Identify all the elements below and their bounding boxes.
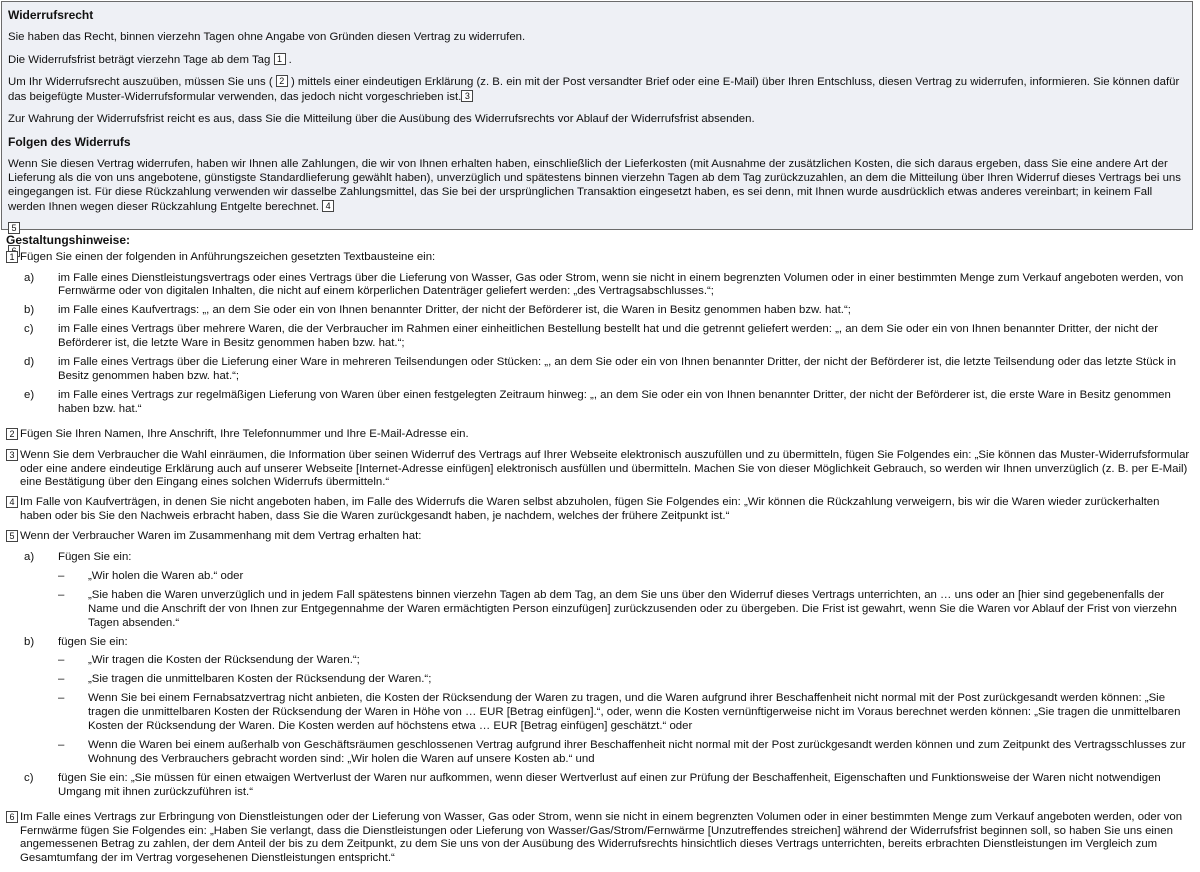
note-number-2: 2 xyxy=(6,428,18,440)
note-1-a: a) im Falle eines Dienstleistungsvertrags oder eines Vertrags über die Lieferung von Wasser, Gas oder Strom, wenn sie nicht in einem begrenzten Volumen oder in einer bestimmten Menge zum Verkauf angeboten werden, von Fernwärme oder von digitalen Inhalten, die nicht auf einem körperlichen Datenträger geliefert werden: „des Vertragsabschlusses.“; xyxy=(24,271,1184,298)
note-number-6: 6 xyxy=(6,811,18,823)
design-notes xyxy=(6,233,1194,872)
note-6: 6 Im Falle eines Vertrags zur Erbringung von Dienstleistungen oder der Lieferung von Wasser, Gas oder Strom, wenn sie nicht in einem begrenzten Volumen oder in einer bestimmten Menge zum Verkauf angeboten werden, oder von Fernwärme fügen Sie Folgendes ein: „Haben Sie verlangt, dass die Dienstleistungen oder Lieferung von Wasser/Gas/Strom/Fernwärme [Unzutreffendes streichen] während der Widerrufsfrist beginnen soll, so haben Sie uns einen angemessenen Betrag zu zahlen, der dem Anteil der bis zu dem Zeitpunkt, zu dem Sie uns von der Ausübung des Widerrufsrechts hinsichtlich dieses Vertrags unterrichten, bereits erbrachten Dienstleistungen im Vergleich zum Gesamtumfang der im Vertrag vorgesehenen Dienstleistungen entspricht.“ xyxy=(6,811,1194,867)
footnote-marker-1[interactable]: 1 xyxy=(274,53,286,65)
note-2: 2 Fügen Sie Ihren Namen, Ihre Anschrift, Ihre Telefonnummer und Ihre E-Mail-Adresse ein. xyxy=(6,428,1194,443)
note-5-b-dash-4: – Wenn die Waren bei einem außerhalb von Geschäftsräumen geschlossenen Vertrag aufgrund ihrer Beschaffenheit nicht normal mit der Post zurückgesandt werden können und zum Zeitpunkt des Vertragsschlusses zur Wohnung des Verbrauchers gebracht worden sind: „Wir holen die Waren auf unsere Kosten ab.“ und xyxy=(58,739,1186,765)
note-1-d: d) im Falle eines Vertrags über die Lieferung einer Ware in mehreren Teilsendungen oder Stücken: „, an dem Sie oder ein von Ihnen benannter Dritter, der nicht der Beförderer ist, die letzte Teilsendung oder das letzte Stück in Besitz genommen haben bzw. hat.“; xyxy=(24,356,1176,382)
footnote-marker-5[interactable]: 5 xyxy=(8,222,20,234)
note-5-c: c) fügen Sie ein: „Sie müssen für einen etwaigen Wertverlust der Waren nur aufkommen, wenn dieser Wertverlust auf einen zur Prüfung der Beschaffenheit, Eigenschaften und Funktionsweise der Waren nicht notwendigen Umgang mit ihnen zurückzuführen ist.“ xyxy=(24,771,1161,798)
notes-title: Gestaltungshinweise: xyxy=(6,233,131,247)
note-number-1: 1 xyxy=(6,251,18,263)
footnote-marker-2[interactable]: 2 xyxy=(276,75,288,87)
note-4: 4 Im Falle von Kaufverträgen, in denen Sie nicht angeboten haben, im Falle des Widerrufs die Waren selbst abzuholen, fügen Sie Folgendes ein: „Wir können die Rückzahlung verweigern, bis wir die Waren wieder zurückerhalten haben oder bis Sie den Nachweis erbracht haben, dass Sie die Waren zurückgesandt haben, je nachdem, welches der frühere Zeitpunkt ist.“ xyxy=(6,496,1194,524)
paragraph-deadline: Zur Wahrung der Widerrufsfrist reicht es aus, dass Sie die Mitteilung über die Ausübung des Widerrufsrechts vor Ablauf der Widerrufsfrist absenden. xyxy=(8,113,755,126)
note-5-a: a) Fügen Sie ein: xyxy=(24,551,132,564)
note-1-c: c) im Falle eines Vertrags über mehrere Waren, die der Verbraucher im Rahmen einer einheitlichen Bestellung bestellt hat und die getrennt geliefert werden: „, an dem Sie oder ein von Ihnen benannter Dritter, der nicht der Beförderer ist, die letzte Ware in Besitz genommen haben bzw. hat.“; xyxy=(24,323,1159,350)
note-number-3: 3 xyxy=(6,449,18,461)
note-5-b-dash-1: – „Wir tragen die Kosten der Rücksendung der Waren.“; xyxy=(58,654,360,667)
note-1-e: e) im Falle eines Vertrags zur regelmäßigen Lieferung von Waren über einen festgelegten Zeitraum hinweg: „, an dem Sie oder ein von Ihnen benannter Dritter, der nicht der Beförderer ist, die erste Ware in Besitz genommen haben bzw. hat.“ xyxy=(24,388,1171,415)
paragraph-right-to-withdraw: Sie haben das Recht, binnen vierzehn Tagen ohne Angabe von Gründen diesen Vertrag zu widerrufen. xyxy=(8,30,526,43)
note-number-4: 4 xyxy=(6,496,18,508)
note-number-5: 5 xyxy=(6,530,18,542)
note-1-b: b) im Falle eines Kaufvertrags: „, an dem Sie oder ein von Ihnen benannter Dritter, der nicht der Beförderer ist, die Waren in Besitz genommen haben bzw. hat.“; xyxy=(24,304,851,317)
note-5: 5 Wenn der Verbraucher Waren im Zusammenhang mit dem Vertrag erhalten hat: xyxy=(6,530,1194,545)
footnote-marker-4[interactable]: 4 xyxy=(322,200,334,212)
note-5-a-dash-2: – „Sie haben die Waren unverzüglich und in jedem Fall spätestens binnen vierzehn Tagen ab dem Tag, an dem Sie uns über den Widerruf dieses Vertrags unterrichten, an … uns oder an [hier sind gegebenenfalls der Name und die Anschrift der von Ihnen zur Entgegennahme der Waren ermächtigten Person einzufügen] zurückzusenden oder zu übergeben. Die Frist ist gewahrt, wenn Sie die Waren vor Ablauf der Frist von vierzehn Tagen absenden.“ xyxy=(58,588,1177,629)
paragraph-exercise-right: Um Ihr Widerrufsrecht auszuüben, müssen Sie uns ( 2 ) mittels einer eindeutigen Erklärung (z. B. ein mit der Post versandter Brief oder eine E-Mail) über Ihren Entschluss, diesen Vertrag zu widerrufen, informieren. Sie können dafür das beigefügte Muster-Widerrufsformular verwenden, das jedoch nicht vorgeschrieben ist. 3 xyxy=(8,76,1180,104)
note-5-b: b) fügen Sie ein: xyxy=(24,635,128,648)
heading-widerrufsrecht: Widerrufsrecht xyxy=(8,8,94,22)
paragraph-consequences: Wenn Sie diesen Vertrag widerrufen, haben wir Ihnen alle Zahlungen, die wir von Ihnen erhalten haben, einschließlich der Lieferkosten (mit Ausnahme der zusätzlichen Kosten, die sich daraus ergeben, dass Sie eine andere Art der Lieferung als die von uns angebotene, günstigste Standardlieferung gewählt haben), unverzüglich und spätestens binnen vierzehn Tagen ab dem Tag zurückzuzahlen, an dem die Mitteilung über Ihren Widerruf dieses Vertrags bei uns eingegangen ist. Für diese Rückzahlung verwenden wir dasselbe Zahlungsmittel, das Sie bei der ursprünglichen Transaktion eingesetzt haben, es sei denn, mit Ihnen wurde ausdrücklich etwas anderes vereinbart; in keinem Fall werden Ihnen wegen dieser Rückzahlung Entgelte berechnet. 4 xyxy=(8,157,1181,213)
note-5-b-dash-2: – „Sie tragen die unmittelbaren Kosten der Rücksendung der Waren.“; xyxy=(58,673,432,686)
footnote-marker-3[interactable]: 3 xyxy=(461,90,473,102)
withdrawal-notice-box xyxy=(1,1,1193,234)
heading-folgen: Folgen des Widerrufs xyxy=(8,135,131,150)
note-1: 1 Fügen Sie einen der folgenden in Anführungszeichen gesetzten Textbausteine ein: xyxy=(6,251,1194,266)
note-5-b-dash-3: – Wenn Sie bei einem Fernabsatzvertrag nicht anbieten, die Kosten der Rücksendung der Waren zu tragen, und die Waren aufgrund ihrer Beschaffenheit nicht normal mit der Post zurückgesandt werden können: „Sie tragen die unmittelbaren Kosten der Rücksendung der Waren in Höhe von … EUR [Betrag einfügen].“, oder, wenn die Kosten vernünftigerweise nicht im Voraus berechnet werden können: „Sie tragen die unmittelbaren Kosten der Rücksendung der Waren. Die Kosten werden auf höchstens etwa … EUR [Betrag einfügen] geschätzt.“ oder xyxy=(58,692,1181,733)
note-3: 3 Wenn Sie dem Verbraucher die Wahl einräumen, die Information über seinen Widerruf des Vertrags auf Ihrer Webseite elektronisch auszufüllen und zu übermitteln, fügen Sie Folgendes ein: „Sie können das Muster-Widerrufsformular oder eine andere eindeutige Erklärung auch auf unserer Webseite [Internet-Adresse einfügen] elektronisch ausfüllen und übermitteln. Machen Sie von dieser Möglichkeit Gebrauch, so werden wir Ihnen unverzüglich (z. B. per E-Mail) eine Bestätigung über den Eingang eines solchen Widerrufs übermitteln.“ xyxy=(6,449,1194,491)
note-5-a-dash-1: – „Wir holen die Waren ab.“ oder xyxy=(58,569,244,582)
paragraph-withdrawal-period: Die Widerrufsfrist beträgt vierzehn Tage ab dem Tag 1 . xyxy=(8,53,292,66)
